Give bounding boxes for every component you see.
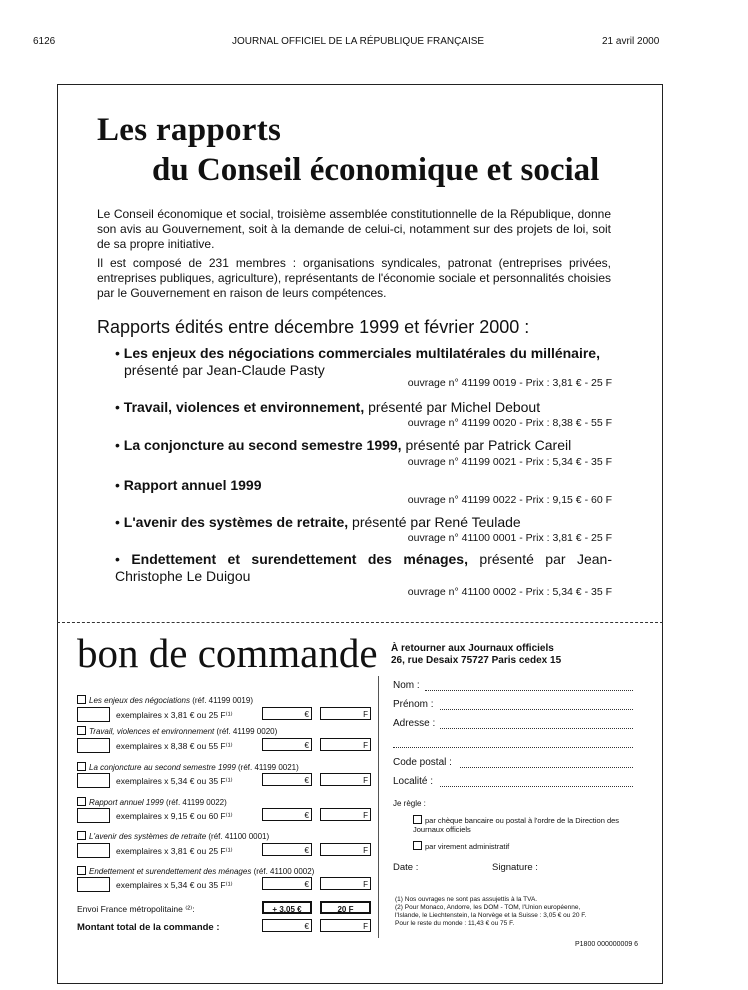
total-label: Montant total de la commande : bbox=[77, 922, 220, 933]
report-ref: ouvrage n° 41100 0002 - Prix : 5,34 € - 35 F bbox=[407, 586, 612, 598]
shipping-label: Envoi France métropolitaine ⁽²⁾: bbox=[77, 904, 195, 914]
report-ref: ouvrage n° 41199 0020 - Prix : 8,38 € - 55 F bbox=[407, 417, 612, 429]
report-ref: ouvrage n° 41199 0019 - Prix : 3,81 € - 25 F bbox=[407, 377, 612, 389]
report-author: présenté par Jean-Claude Pasty bbox=[124, 362, 325, 378]
unit-price-line: exemplaires x 8,38 € ou 55 F⁽¹⁾ bbox=[116, 741, 233, 751]
footnote: l'Islande, le Liechtenstein, la Norvège et la Suisse : 3,05 € ou 20 F. bbox=[395, 912, 587, 919]
payment-checkbox[interactable] bbox=[413, 815, 422, 824]
order-item-label: Les enjeux des négociations (réf. 41199 0019) bbox=[77, 695, 253, 705]
euro-amount-field[interactable]: € bbox=[262, 808, 312, 821]
unit-price-line: exemplaires x 5,34 € ou 35 F⁽¹⁾ bbox=[116, 880, 233, 890]
localite-field[interactable] bbox=[440, 778, 633, 787]
footnote: (1) Nos ouvrages ne sont pas assujettis à la TVA. bbox=[395, 896, 538, 903]
report-author: présenté par René Teulade bbox=[352, 514, 521, 530]
form-code: P1800 000000009 6 bbox=[575, 941, 639, 948]
issue-date: 21 avril 2000 bbox=[602, 36, 660, 47]
report-ref: ouvrage n° 41100 0001 - Prix : 3,81 € - 25 F bbox=[407, 532, 612, 544]
report-author: présenté par Patrick Careil bbox=[405, 437, 572, 453]
footnote: Pour le reste du monde : 11,43 € ou 75 F. bbox=[395, 920, 515, 927]
unit-price-line: exemplaires x 5,34 € ou 35 F⁽¹⁾ bbox=[116, 776, 233, 786]
cut-line bbox=[57, 622, 663, 623]
franc-amount-field[interactable]: F bbox=[320, 877, 371, 890]
date-label: Date : bbox=[393, 862, 419, 873]
report-item: • Les enjeux des négociations commerciales multilatérales du millénaire, présenté par Jean-Claude Pasty bbox=[115, 345, 600, 378]
quantity-field[interactable] bbox=[77, 843, 110, 858]
payment-label: Je règle : bbox=[393, 799, 426, 808]
nom-label: Nom : bbox=[393, 680, 420, 691]
total-franc-field[interactable]: F bbox=[320, 919, 371, 932]
total-euro-field[interactable]: € bbox=[262, 919, 312, 932]
order-item-label: Rapport annuel 1999 (réf. 41199 0022) bbox=[77, 797, 227, 807]
footnote: (2) Pour Monaco, Andorre, les DOM - TOM, l'Union européenne, bbox=[395, 904, 581, 911]
report-author: présenté par Jean-Christophe Le Duigou bbox=[115, 551, 612, 584]
report-title: Les enjeux des négociations commerciales multilatérales du millénaire, bbox=[123, 345, 600, 361]
order-form-heading: bon de commande bbox=[77, 630, 378, 676]
unit-price-line: exemplaires x 3,81 € ou 25 F⁽¹⁾ bbox=[116, 846, 233, 856]
order-checkbox[interactable] bbox=[77, 866, 86, 875]
report-item: • La conjoncture au second semestre 1999, présenté par Patrick Careil bbox=[115, 437, 572, 453]
title-line-2: du Conseil économique et social bbox=[152, 152, 600, 188]
quantity-field[interactable] bbox=[77, 707, 110, 722]
intro-paragraph-1: Le Conseil économique et social, troisième assemblée constitutionnelle de la République, donne son avis au Gouvernement, soit à la demande de celui-ci, notamment sur des projets de loi, soit de sa propre initiative. bbox=[97, 207, 611, 251]
franc-amount-field[interactable]: F bbox=[320, 773, 371, 786]
adresse-field[interactable] bbox=[440, 720, 633, 729]
adresse-label: Adresse : bbox=[393, 718, 436, 729]
report-title: Endettement et surendettement des ménages, bbox=[131, 551, 468, 567]
franc-amount-field[interactable]: F bbox=[320, 738, 371, 751]
code-postal-field[interactable] bbox=[460, 759, 633, 768]
order-item-label: Endettement et surendettement des ménages (réf. 41100 0002) bbox=[77, 866, 314, 876]
report-title: Travail, violences et environnement, bbox=[123, 399, 365, 415]
euro-amount-field[interactable]: € bbox=[262, 877, 312, 890]
quantity-field[interactable] bbox=[77, 773, 110, 788]
order-item-label: Travail, violences et environnement (réf. 41199 0020) bbox=[77, 726, 277, 736]
report-item: • Rapport annuel 1999 bbox=[115, 477, 262, 493]
quantity-field[interactable] bbox=[77, 877, 110, 892]
shipping-franc: 20 F bbox=[320, 901, 371, 914]
report-item: • L'avenir des systèmes de retraite, présenté par René Teulade bbox=[115, 514, 521, 530]
order-checkbox[interactable] bbox=[77, 831, 86, 840]
prenom-field[interactable] bbox=[440, 701, 633, 710]
page-number: 6126 bbox=[33, 36, 56, 47]
report-item: • Travail, violences et environnement, présenté par Michel Debout bbox=[115, 399, 541, 415]
euro-amount-field[interactable]: € bbox=[262, 843, 312, 856]
order-item-label: La conjoncture au second semestre 1999 (réf. 41199 0021) bbox=[77, 762, 299, 772]
adresse-field-line-2[interactable] bbox=[393, 739, 633, 748]
euro-amount-field[interactable]: € bbox=[262, 738, 312, 751]
order-checkbox[interactable] bbox=[77, 797, 86, 806]
journal-title: JOURNAL OFFICIEL DE LA RÉPUBLIQUE FRANÇAISE bbox=[232, 36, 485, 47]
quantity-field[interactable] bbox=[77, 738, 110, 753]
franc-amount-field[interactable]: F bbox=[320, 808, 371, 821]
code-postal-label: Code postal : bbox=[393, 757, 452, 768]
euro-amount-field[interactable]: € bbox=[262, 707, 312, 720]
localite-label: Localité : bbox=[393, 776, 434, 787]
franc-amount-field[interactable]: F bbox=[320, 707, 371, 720]
order-item-label: L'avenir des systèmes de retraite (réf. 41100 0001) bbox=[77, 831, 269, 841]
signature-label: Signature : bbox=[492, 862, 538, 873]
intro-paragraph-2: Il est composé de 231 membres : organisations syndicales, patronat (entreprises privées, entreprises publiques, agriculture), représentants de l'économie sociale et personnalités choisies par le Gouvernement en raison de leurs compétences. bbox=[97, 256, 611, 300]
payment-option-cheque: par chèque bancaire ou postal à l'ordre de la Direction des Journaux officiels bbox=[413, 816, 620, 834]
report-title: L'avenir des systèmes de retraite, bbox=[123, 514, 349, 530]
unit-price-line: exemplaires x 3,81 € ou 25 F⁽¹⁾ bbox=[116, 710, 233, 720]
unit-price-line: exemplaires x 9,15 € ou 60 F⁽¹⁾ bbox=[116, 811, 233, 821]
payment-checkbox[interactable] bbox=[413, 841, 422, 850]
quantity-field[interactable] bbox=[77, 808, 110, 823]
reports-subtitle: Rapports édités entre décembre 1999 et février 2000 : bbox=[97, 317, 530, 337]
order-checkbox[interactable] bbox=[77, 695, 86, 704]
report-item: • Endettement et surendettement des ménages, présenté par Jean-Christophe Le Duigou bbox=[115, 551, 612, 584]
prenom-label: Prénom : bbox=[393, 699, 434, 710]
report-title: Rapport annuel 1999 bbox=[123, 477, 262, 493]
order-checkbox[interactable] bbox=[77, 726, 86, 735]
nom-field[interactable] bbox=[425, 682, 633, 691]
report-ref: ouvrage n° 41199 0022 - Prix : 9,15 € - 60 F bbox=[407, 494, 612, 506]
report-title: La conjoncture au second semestre 1999, bbox=[123, 437, 402, 453]
order-checkbox[interactable] bbox=[77, 762, 86, 771]
title-line-1: Les rapports bbox=[97, 112, 282, 148]
return-address-line-2: 26, rue Desaix 75727 Paris cedex 15 bbox=[391, 655, 562, 666]
payment-option-transfer: par virement administratif bbox=[413, 841, 509, 851]
return-address-line-1: À retourner aux Journaux officiels bbox=[391, 643, 554, 654]
report-ref: ouvrage n° 41199 0021 - Prix : 5,34 € - 35 F bbox=[407, 456, 612, 468]
euro-amount-field[interactable]: € bbox=[262, 773, 312, 786]
report-author: présenté par Michel Debout bbox=[368, 399, 541, 415]
franc-amount-field[interactable]: F bbox=[320, 843, 371, 856]
shipping-euro: + 3,05 € bbox=[262, 901, 312, 914]
form-divider bbox=[378, 676, 379, 938]
